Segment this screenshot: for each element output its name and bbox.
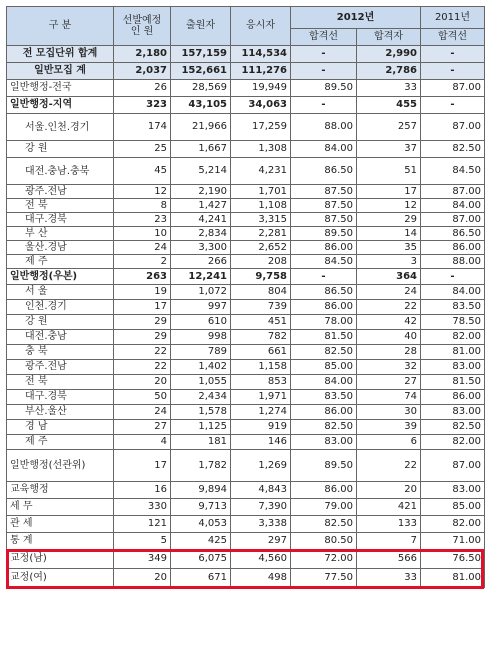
row-label: 제 주: [7, 435, 114, 450]
cell-planned: 5: [114, 533, 171, 550]
cell-cutoff-2012: 77.50: [291, 569, 357, 588]
cell-passed-2012: 6: [357, 435, 421, 450]
cell-applied: 1,427: [171, 199, 231, 213]
table-row: [7, 185, 485, 199]
cell-planned: 19: [114, 285, 171, 300]
cell-tested: 2,652: [231, 241, 291, 255]
cell-applied: 9,894: [171, 482, 231, 499]
cell-cutoff-2012: 85.00: [291, 360, 357, 375]
cell-applied: 2,434: [171, 390, 231, 405]
cell-planned: 4: [114, 435, 171, 450]
row-label: 광주.전남: [7, 360, 114, 375]
table-row: [7, 499, 485, 516]
cell-applied: 1,072: [171, 285, 231, 300]
cell-planned: 17: [114, 450, 171, 482]
cell-planned: 2,037: [114, 63, 171, 80]
cell-tested: 3,338: [231, 516, 291, 533]
cell-tested: 146: [231, 435, 291, 450]
row-label: 서 울: [7, 285, 114, 300]
cell-cutoff-2011: 87.00: [421, 450, 485, 482]
cell-cutoff-2012: 84.00: [291, 375, 357, 390]
cell-passed-2012: 51: [357, 158, 421, 185]
cell-cutoff-2012: -: [291, 63, 357, 80]
cell-cutoff-2011: 82.00: [421, 330, 485, 345]
cell-planned: 24: [114, 241, 171, 255]
row-label: 통 계: [7, 533, 114, 550]
cell-planned: 25: [114, 141, 171, 158]
cell-tested: 451: [231, 315, 291, 330]
cell-planned: 2,180: [114, 46, 171, 63]
cell-cutoff-2011: 84.00: [421, 199, 485, 213]
cell-tested: 853: [231, 375, 291, 390]
cell-cutoff-2012: 82.50: [291, 516, 357, 533]
cell-planned: 26: [114, 80, 171, 97]
cell-cutoff-2011: 76.50: [421, 550, 485, 569]
cell-tested: 782: [231, 330, 291, 345]
cell-tested: 1,158: [231, 360, 291, 375]
cell-applied: 43,105: [171, 97, 231, 114]
cell-cutoff-2012: 79.00: [291, 499, 357, 516]
cell-cutoff-2011: -: [421, 63, 485, 80]
cell-cutoff-2012: 84.00: [291, 141, 357, 158]
table-row: [7, 390, 485, 405]
row-label: 강 원: [7, 315, 114, 330]
cell-cutoff-2011: 84.50: [421, 158, 485, 185]
cell-tested: 34,063: [231, 97, 291, 114]
cell-applied: 21,966: [171, 114, 231, 141]
cell-applied: 1,125: [171, 420, 231, 435]
cell-cutoff-2011: 71.00: [421, 533, 485, 550]
cell-applied: 1,402: [171, 360, 231, 375]
recruitment-stats-table: [6, 6, 485, 588]
cell-cutoff-2011: 84.00: [421, 285, 485, 300]
table-row: [7, 114, 485, 141]
cell-cutoff-2012: 86.00: [291, 241, 357, 255]
cell-cutoff-2011: 82.50: [421, 141, 485, 158]
cell-cutoff-2011: 83.00: [421, 482, 485, 499]
cell-planned: 29: [114, 315, 171, 330]
cell-tested: 17,259: [231, 114, 291, 141]
table-row: [7, 569, 485, 588]
cell-tested: 1,701: [231, 185, 291, 199]
table-row: [7, 420, 485, 435]
cell-tested: 1,274: [231, 405, 291, 420]
cell-planned: 24: [114, 405, 171, 420]
cell-applied: 610: [171, 315, 231, 330]
cell-tested: 4,843: [231, 482, 291, 499]
cell-tested: 1,108: [231, 199, 291, 213]
cell-tested: 4,231: [231, 158, 291, 185]
row-label: 전 북: [7, 199, 114, 213]
table-row: [7, 158, 485, 185]
row-label: 대구.경북: [7, 213, 114, 227]
cell-cutoff-2012: -: [291, 97, 357, 114]
table-row: [7, 269, 485, 285]
table-row: [7, 46, 485, 63]
cell-cutoff-2012: 78.00: [291, 315, 357, 330]
cell-planned: 16: [114, 482, 171, 499]
cell-applied: 157,159: [171, 46, 231, 63]
table-row: [7, 345, 485, 360]
cell-passed-2012: 42: [357, 315, 421, 330]
table-container: [6, 6, 484, 588]
table-row: [7, 550, 485, 569]
table-row: [7, 241, 485, 255]
cell-passed-2012: 40: [357, 330, 421, 345]
cell-planned: 27: [114, 420, 171, 435]
cell-cutoff-2012: 86.00: [291, 300, 357, 315]
cell-applied: 9,713: [171, 499, 231, 516]
cell-tested: 919: [231, 420, 291, 435]
header-cutoff-2011: 합격선: [421, 29, 485, 46]
row-label: 경 남: [7, 420, 114, 435]
cell-passed-2012: 74: [357, 390, 421, 405]
row-label: 울산.경남: [7, 241, 114, 255]
row-label: 일반행정(선관위): [7, 450, 114, 482]
row-label: 교정(여): [7, 569, 114, 588]
table-row: [7, 141, 485, 158]
cell-cutoff-2012: 89.50: [291, 80, 357, 97]
cell-planned: 10: [114, 227, 171, 241]
cell-passed-2012: 14: [357, 227, 421, 241]
cell-cutoff-2011: 81.00: [421, 345, 485, 360]
cell-cutoff-2011: 85.00: [421, 499, 485, 516]
row-label: 전 북: [7, 375, 114, 390]
row-label: 세 무: [7, 499, 114, 516]
cell-passed-2012: 27: [357, 375, 421, 390]
table-row: [7, 199, 485, 213]
cell-cutoff-2011: 87.00: [421, 80, 485, 97]
row-label: 대전.충남: [7, 330, 114, 345]
cell-passed-2012: 455: [357, 97, 421, 114]
row-label: 인천.경기: [7, 300, 114, 315]
cell-planned: 45: [114, 158, 171, 185]
cell-tested: 2,281: [231, 227, 291, 241]
cell-applied: 2,834: [171, 227, 231, 241]
cell-cutoff-2012: 86.50: [291, 158, 357, 185]
cell-cutoff-2011: 87.00: [421, 213, 485, 227]
cell-cutoff-2011: 86.50: [421, 227, 485, 241]
cell-applied: 28,569: [171, 80, 231, 97]
cell-planned: 22: [114, 345, 171, 360]
row-label: 교정(남): [7, 550, 114, 569]
cell-applied: 2,190: [171, 185, 231, 199]
header-planned-line2: 인 원: [130, 26, 154, 37]
cell-cutoff-2011: 82.00: [421, 435, 485, 450]
cell-applied: 6,075: [171, 550, 231, 569]
cell-passed-2012: 17: [357, 185, 421, 199]
cell-cutoff-2011: -: [421, 97, 485, 114]
table-row: [7, 330, 485, 345]
row-label: 서울.인천.경기: [7, 114, 114, 141]
row-label: 부 산: [7, 227, 114, 241]
cell-cutoff-2011: 83.50: [421, 300, 485, 315]
cell-passed-2012: 133: [357, 516, 421, 533]
cell-passed-2012: 20: [357, 482, 421, 499]
cell-passed-2012: 364: [357, 269, 421, 285]
cell-passed-2012: 421: [357, 499, 421, 516]
cell-tested: 1,269: [231, 450, 291, 482]
cell-cutoff-2012: 82.50: [291, 345, 357, 360]
cell-applied: 12,241: [171, 269, 231, 285]
cell-applied: 997: [171, 300, 231, 315]
cell-tested: 3,315: [231, 213, 291, 227]
cell-cutoff-2012: 86.50: [291, 285, 357, 300]
cell-cutoff-2012: 86.00: [291, 482, 357, 499]
cell-planned: 2: [114, 255, 171, 269]
table-row: [7, 533, 485, 550]
header-planned: [114, 7, 171, 46]
cell-cutoff-2011: 82.00: [421, 516, 485, 533]
cell-applied: 1,782: [171, 450, 231, 482]
row-label: 대전.충남.충북: [7, 158, 114, 185]
cell-cutoff-2012: 87.50: [291, 199, 357, 213]
row-label: 제 주: [7, 255, 114, 269]
cell-passed-2012: 37: [357, 141, 421, 158]
cell-cutoff-2011: 87.00: [421, 185, 485, 199]
table-row: [7, 300, 485, 315]
table-row: [7, 80, 485, 97]
cell-tested: 1,971: [231, 390, 291, 405]
cell-cutoff-2011: 86.00: [421, 390, 485, 405]
cell-cutoff-2012: 87.50: [291, 185, 357, 199]
cell-cutoff-2011: 78.50: [421, 315, 485, 330]
cell-cutoff-2011: 86.00: [421, 241, 485, 255]
cell-cutoff-2012: 84.50: [291, 255, 357, 269]
cell-passed-2012: 566: [357, 550, 421, 569]
cell-cutoff-2012: -: [291, 269, 357, 285]
cell-planned: 22: [114, 360, 171, 375]
table-row: [7, 63, 485, 80]
cell-planned: 174: [114, 114, 171, 141]
cell-passed-2012: 39: [357, 420, 421, 435]
table-row: [7, 375, 485, 390]
cell-planned: 23: [114, 213, 171, 227]
cell-tested: 19,949: [231, 80, 291, 97]
cell-tested: 739: [231, 300, 291, 315]
cell-planned: 17: [114, 300, 171, 315]
cell-cutoff-2011: -: [421, 269, 485, 285]
table-row: [7, 255, 485, 269]
cell-planned: 20: [114, 569, 171, 588]
table-row: [7, 405, 485, 420]
row-label: 충 북: [7, 345, 114, 360]
cell-cutoff-2012: 81.50: [291, 330, 357, 345]
cell-applied: 671: [171, 569, 231, 588]
row-label: 광주.전남: [7, 185, 114, 199]
cell-passed-2012: 22: [357, 450, 421, 482]
cell-tested: 4,560: [231, 550, 291, 569]
table-row: [7, 213, 485, 227]
row-label: 일반행정-전국: [7, 80, 114, 97]
table-row: [7, 227, 485, 241]
header-row-1: [7, 7, 485, 29]
cell-applied: 1,667: [171, 141, 231, 158]
cell-tested: 208: [231, 255, 291, 269]
cell-planned: 12: [114, 185, 171, 199]
cell-passed-2012: 3: [357, 255, 421, 269]
table-row: [7, 315, 485, 330]
row-label: 일반행정-지역: [7, 97, 114, 114]
cell-cutoff-2012: 89.50: [291, 227, 357, 241]
table-row: [7, 450, 485, 482]
cell-planned: 8: [114, 199, 171, 213]
cell-passed-2012: 29: [357, 213, 421, 227]
cell-planned: 263: [114, 269, 171, 285]
cell-cutoff-2012: 82.50: [291, 420, 357, 435]
table-row: [7, 360, 485, 375]
cell-cutoff-2011: 82.50: [421, 420, 485, 435]
table-row: [7, 516, 485, 533]
cell-planned: 323: [114, 97, 171, 114]
cell-planned: 330: [114, 499, 171, 516]
cell-tested: 7,390: [231, 499, 291, 516]
cell-applied: 4,053: [171, 516, 231, 533]
cell-tested: 804: [231, 285, 291, 300]
row-label: 부산.울산: [7, 405, 114, 420]
cell-tested: 1,308: [231, 141, 291, 158]
table-body: [7, 46, 485, 588]
cell-tested: 111,276: [231, 63, 291, 80]
cell-planned: 349: [114, 550, 171, 569]
cell-applied: 3,300: [171, 241, 231, 255]
cell-cutoff-2011: 83.00: [421, 405, 485, 420]
cell-applied: 152,661: [171, 63, 231, 80]
cell-cutoff-2011: 81.00: [421, 569, 485, 588]
header-cutoff-2012: 합격선: [291, 29, 357, 46]
cell-applied: 789: [171, 345, 231, 360]
cell-passed-2012: 257: [357, 114, 421, 141]
cell-cutoff-2011: 81.50: [421, 375, 485, 390]
cell-passed-2012: 28: [357, 345, 421, 360]
cell-planned: 20: [114, 375, 171, 390]
cell-passed-2012: 22: [357, 300, 421, 315]
row-label: 대구.경북: [7, 390, 114, 405]
cell-tested: 297: [231, 533, 291, 550]
cell-applied: 1,578: [171, 405, 231, 420]
cell-tested: 661: [231, 345, 291, 360]
cell-cutoff-2012: 89.50: [291, 450, 357, 482]
cell-passed-2012: 33: [357, 569, 421, 588]
cell-applied: 998: [171, 330, 231, 345]
table-row: [7, 97, 485, 114]
cell-cutoff-2011: -: [421, 46, 485, 63]
cell-passed-2012: 24: [357, 285, 421, 300]
cell-applied: 4,241: [171, 213, 231, 227]
table-row: [7, 435, 485, 450]
cell-cutoff-2012: 72.00: [291, 550, 357, 569]
table-row: [7, 285, 485, 300]
row-label: 교육행정: [7, 482, 114, 499]
row-label: 전 모집단위 합계: [7, 46, 114, 63]
header-year-2012: 2012년: [291, 7, 421, 29]
row-label: 강 원: [7, 141, 114, 158]
cell-passed-2012: 12: [357, 199, 421, 213]
cell-applied: 266: [171, 255, 231, 269]
header-examinees: 응시자: [231, 7, 291, 46]
cell-planned: 29: [114, 330, 171, 345]
cell-passed-2012: 2,786: [357, 63, 421, 80]
cell-applied: 181: [171, 435, 231, 450]
cell-cutoff-2011: 87.00: [421, 114, 485, 141]
cell-cutoff-2012: 83.00: [291, 435, 357, 450]
cell-cutoff-2011: 83.00: [421, 360, 485, 375]
header-planned-line1: 선발예정: [122, 15, 162, 26]
cell-planned: 50: [114, 390, 171, 405]
cell-applied: 5,214: [171, 158, 231, 185]
cell-applied: 425: [171, 533, 231, 550]
row-label: 관 세: [7, 516, 114, 533]
table-row: [7, 482, 485, 499]
header-applicants: 출원자: [171, 7, 231, 46]
cell-tested: 9,758: [231, 269, 291, 285]
cell-cutoff-2012: 83.50: [291, 390, 357, 405]
header-year-2011: 2011년: [421, 7, 485, 29]
cell-tested: 114,534: [231, 46, 291, 63]
cell-cutoff-2012: 86.00: [291, 405, 357, 420]
cell-passed-2012: 2,990: [357, 46, 421, 63]
cell-passed-2012: 7: [357, 533, 421, 550]
cell-applied: 1,055: [171, 375, 231, 390]
cell-passed-2012: 35: [357, 241, 421, 255]
row-label: 일반모집 계: [7, 63, 114, 80]
cell-passed-2012: 33: [357, 80, 421, 97]
cell-cutoff-2012: 88.00: [291, 114, 357, 141]
cell-passed-2012: 30: [357, 405, 421, 420]
cell-planned: 121: [114, 516, 171, 533]
cell-tested: 498: [231, 569, 291, 588]
cell-cutoff-2011: 88.00: [421, 255, 485, 269]
cell-cutoff-2012: -: [291, 46, 357, 63]
header-passed-2012: 합격자: [357, 29, 421, 46]
cell-cutoff-2012: 80.50: [291, 533, 357, 550]
row-label: 일반행정(우본): [7, 269, 114, 285]
header-category: 구 분: [7, 7, 114, 46]
cell-passed-2012: 32: [357, 360, 421, 375]
cell-cutoff-2012: 87.50: [291, 213, 357, 227]
